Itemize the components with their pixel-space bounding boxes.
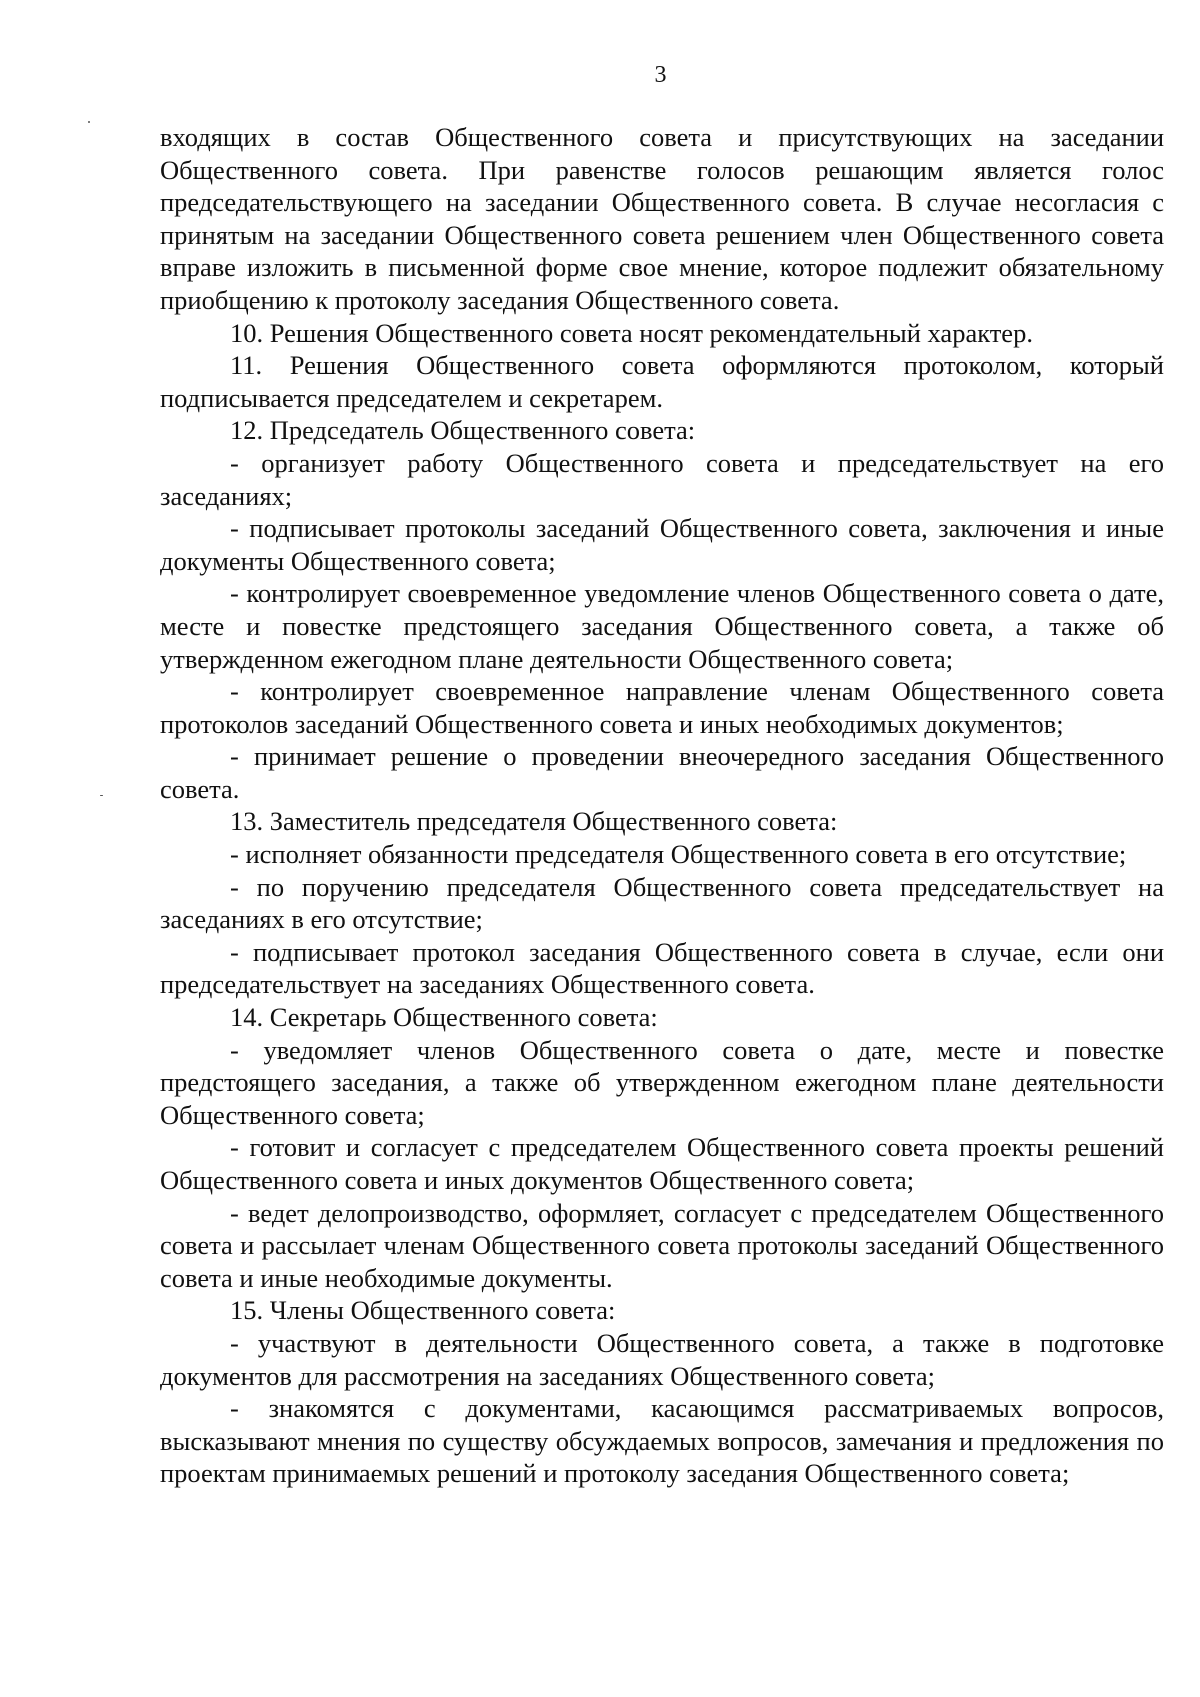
clause-14-heading: 14. Секретарь Общественного совета:: [230, 1002, 658, 1033]
clause-12-heading: 12. Председатель Общественного совета:: [230, 415, 696, 446]
clause-12-item: - подписывает протоколы заседаний Общественного совета, заключения и иные документы Общественного совета;: [160, 513, 1164, 576]
clause-14-item: - уведомляет членов Общественного совета о дате, месте и повестке предстоящего заседания, а также об утвержденном ежегодном плане деятельности Общественного совета;: [160, 1034, 1164, 1130]
clause-13-item: - подписывает протокол заседания Общественного совета в случае, если они председательствует на заседаниях Общественного совета.: [160, 936, 1164, 1000]
clause-14-item: - ведет делопроизводство, оформляет, согласует с председателем Общественного совета и рассылает членам Общественного совета протоколы заседаний Общественного совета и иные необходимые документы.: [160, 1197, 1164, 1293]
document-body: [160, 121, 1164, 1490]
scan-speck: [88, 121, 90, 123]
clause-11: 11. Решения Общественного совета оформляются протоколом, который подписывается председателем и секретарем.: [160, 350, 1164, 413]
clause-12-item: - контролирует своевременное уведомление членов Общественного совета о дате, месте и повестке предстоящего заседания Общественного совета, а также об утвержденном ежегодном плане деятельности Общественного совета;: [160, 578, 1164, 674]
clause-12-item: - организует работу Общественного совета и председательствует на его заседаниях;: [160, 447, 1164, 511]
clause-12-item: - принимает решение о проведении внеочередного заседания Общественного совета.: [160, 741, 1164, 804]
paragraph-continuation: входящих в состав Общественного совета и присутствующих на заседании Общественного совета. При равенстве голосов решающим является голос председательствующего на заседании Общественного совета. В случае несогласия с принятым на заседании Общественного совета решением член Общественного совета вправе изложить в письменной форме свое мнение, которое подлежит обязательному приобщению к протоколу заседания Общественного совета.: [160, 122, 1164, 315]
clause-10: 10. Решения Общественного совета носят рекомендательный характер.: [230, 317, 1033, 348]
clause-12-item: - контролирует своевременное направление членам Общественного совета протоколов заседаний Общественного совета и иных необходимых документов;: [160, 676, 1164, 739]
clause-13-item: - по поручению председателя Общественного совета председательствует на заседаниях в его отсутствие;: [160, 871, 1164, 935]
clause-14-item: - готовит и согласует с председателем Общественного совета проекты решений Общественного совета и иных документов Общественного совета;: [160, 1132, 1164, 1195]
clause-13-item: - исполняет обязанности председателя Общественного совета в его отсутствие;: [230, 839, 1127, 870]
page-number: 3: [654, 62, 667, 88]
scan-speck: [100, 795, 103, 796]
clause-15-item: - участвуют в деятельности Общественного совета, а также в подготовке документов для рассмотрения на заседаниях Общественного совета;: [160, 1327, 1164, 1391]
clause-15-heading: 15. Члены Общественного совета:: [230, 1295, 616, 1326]
clause-15-item: - знакомятся с документами, касающимся рассматриваемых вопросов, высказывают мнения по существу обсуждаемых вопросов, замечания и предложения по проектам принимаемых решений и протоколу заседания Общественного совета;: [160, 1393, 1164, 1489]
clause-13-heading: 13. Заместитель председателя Общественного совета:: [230, 806, 838, 837]
